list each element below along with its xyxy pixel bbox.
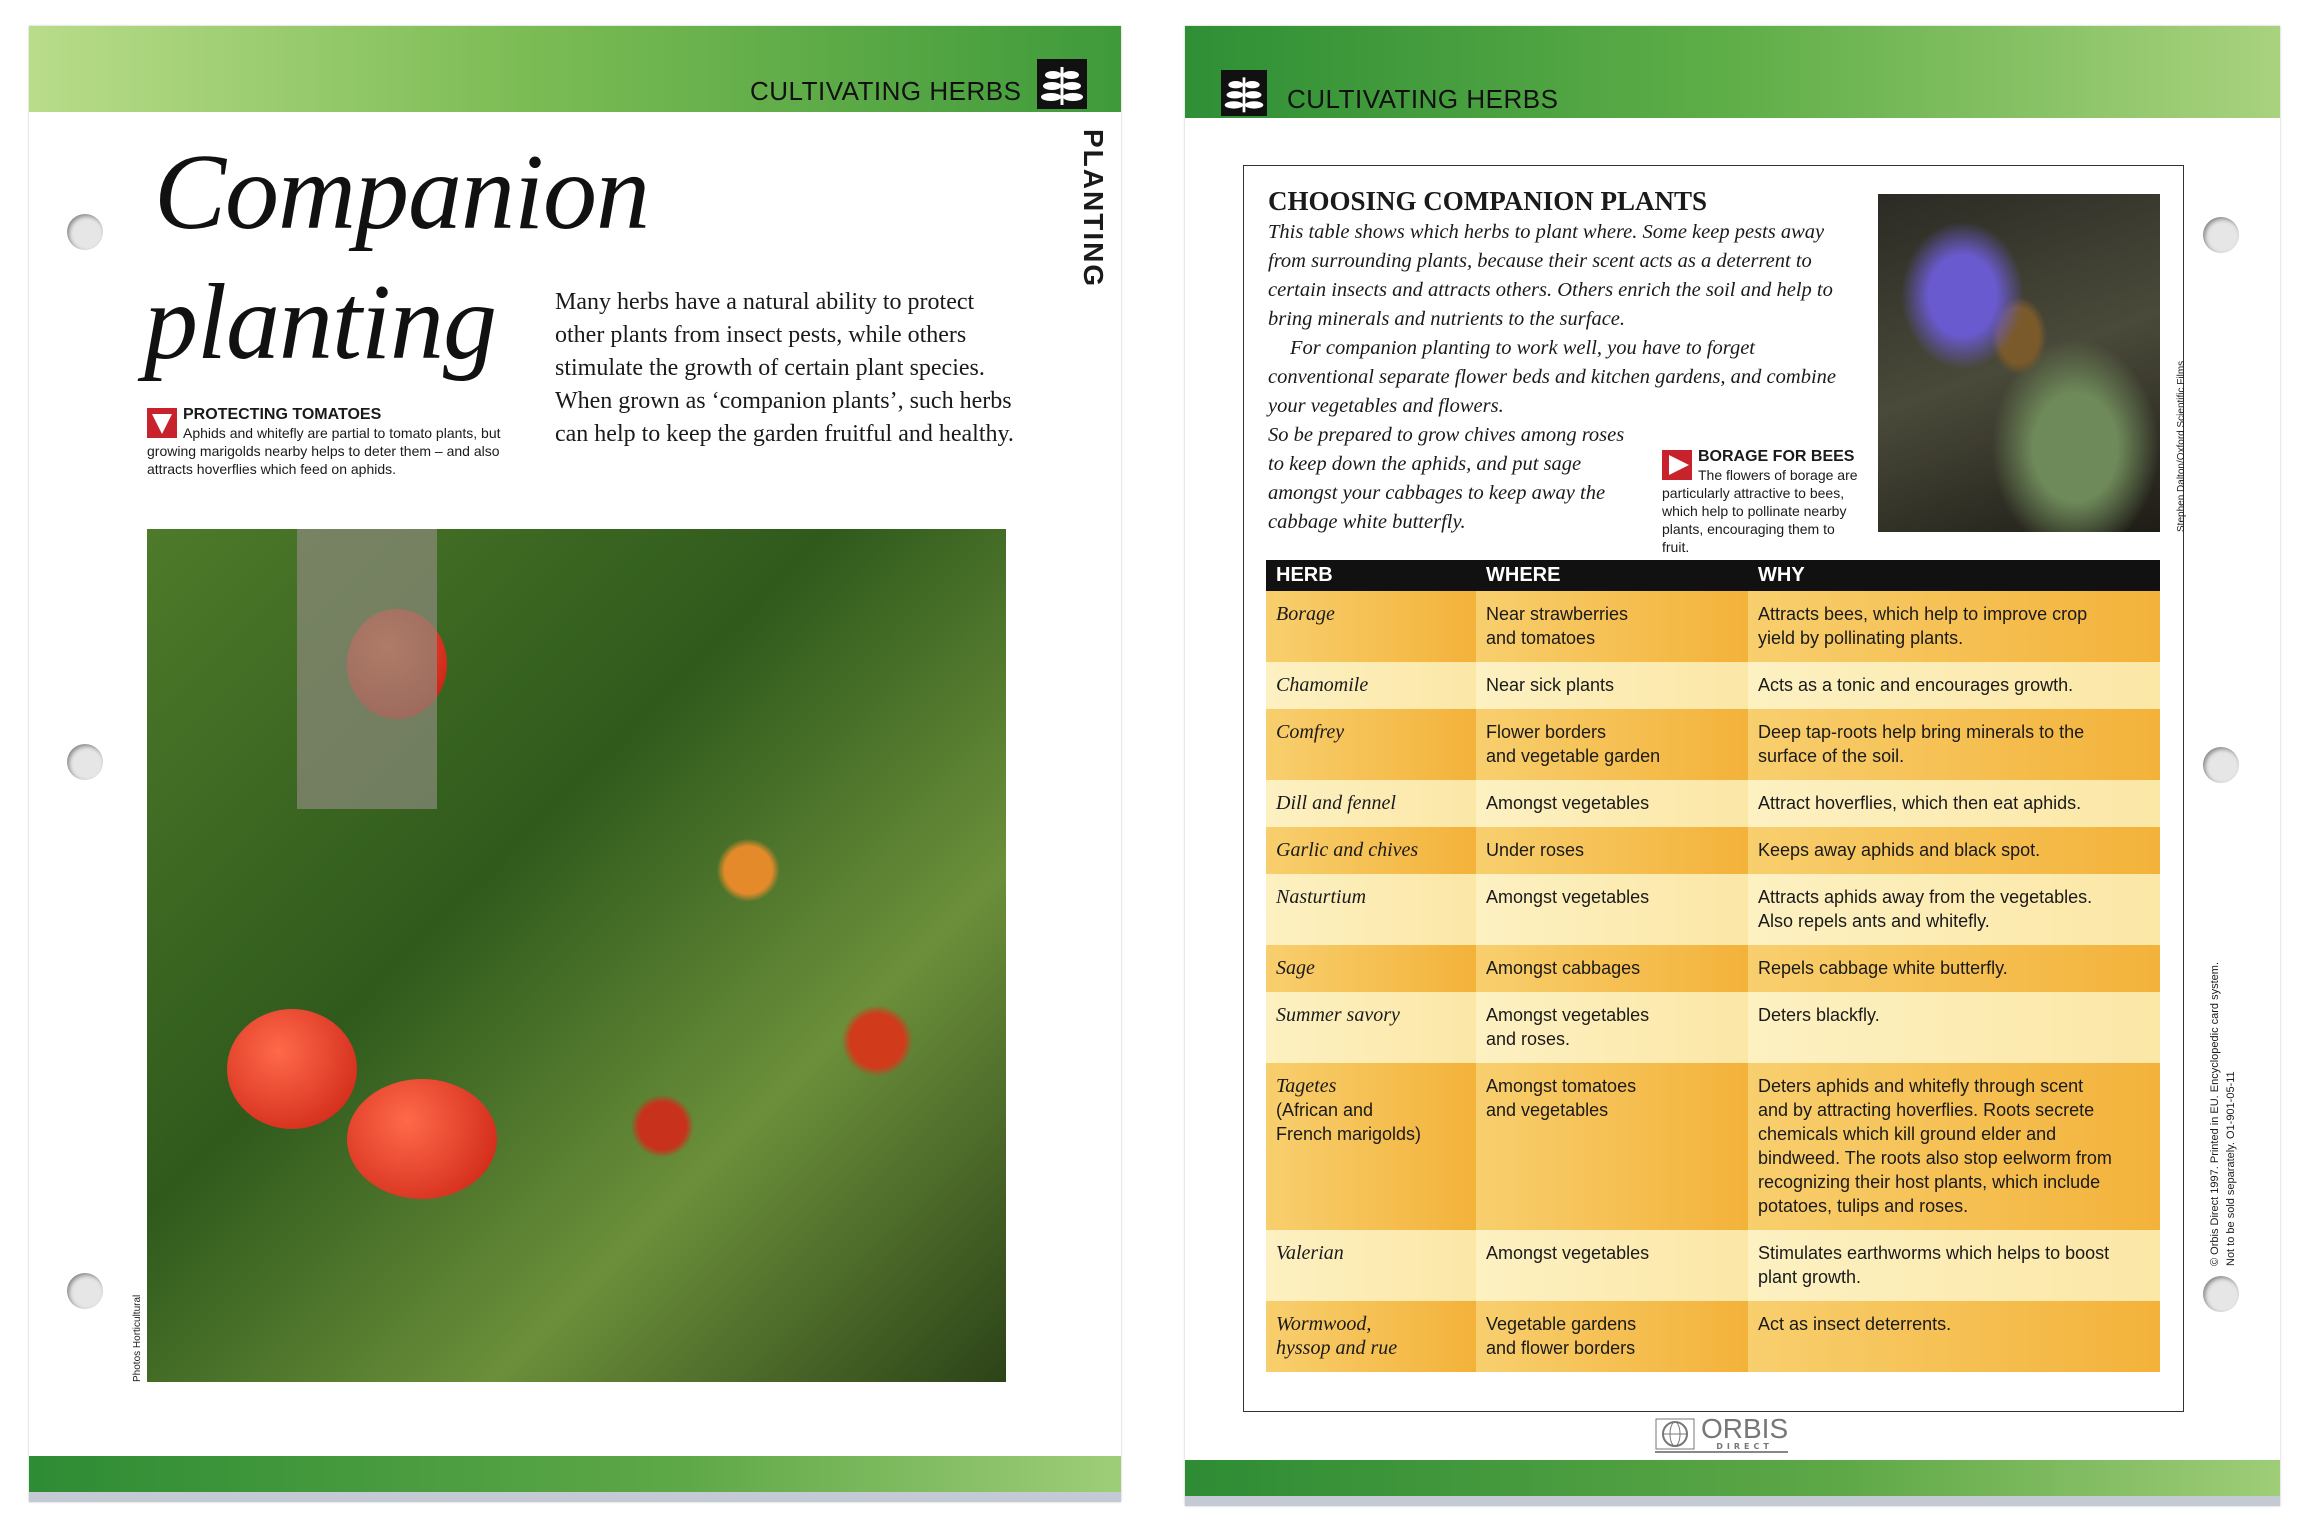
punch-hole bbox=[67, 1273, 103, 1309]
tomato bbox=[347, 1079, 497, 1199]
why-cell bbox=[1748, 709, 2160, 780]
copyright-line-1: © Orbis Direct 1997. Printed in EU. Encyclopedic card system. bbox=[2209, 962, 2221, 1266]
herb-cell bbox=[1266, 1230, 1476, 1301]
herb-cell bbox=[1266, 827, 1476, 874]
intro-paragraph-1: This table shows which herbs to plant where. Some keep pests away from surrounding plants, because their scent acts as a deterrent to certain insects and attracts others. Others enrich the soil and help to bring minerals and nutrients to the surface. bbox=[1268, 221, 1833, 330]
where-cell bbox=[1476, 780, 1748, 827]
title-line-2: planting bbox=[144, 263, 497, 382]
punch-hole bbox=[67, 744, 103, 780]
table-row bbox=[1266, 945, 2160, 992]
punch-hole bbox=[2203, 747, 2239, 783]
table-row bbox=[1266, 1301, 2160, 1372]
table-row bbox=[1266, 874, 2160, 945]
where-cell bbox=[1476, 1063, 1748, 1230]
cell-text: Vegetable gardens and flower borders bbox=[1486, 1314, 1637, 1358]
where-cell bbox=[1476, 827, 1748, 874]
box-heading: CHOOSING COMPANION PLANTS bbox=[1268, 186, 1708, 216]
cell-text: Deep tap-roots help bring minerals to the surface of the soil. bbox=[1758, 722, 2085, 766]
punch-hole bbox=[67, 214, 103, 250]
tomato bbox=[227, 1009, 357, 1129]
caption-heading: PROTECTING TOMATOES bbox=[183, 406, 382, 423]
cell-text: Amongst cabbages bbox=[1486, 958, 1641, 978]
right-card bbox=[1185, 26, 2280, 1506]
where-cell bbox=[1476, 709, 1748, 780]
column-header-where: WHERE bbox=[1476, 560, 1748, 591]
globe-icon bbox=[1655, 1418, 1695, 1450]
cell-text: Attracts aphids away from the vegetables. Also repels ants and whitefly. bbox=[1758, 887, 2093, 931]
why-cell bbox=[1748, 874, 2160, 945]
title-line-1: Companion bbox=[154, 133, 650, 252]
cell-text: Attract hoverflies, which then eat aphids. bbox=[1758, 793, 2082, 813]
table-row bbox=[1266, 591, 2160, 662]
photo-credit: Stephen Dalton/Oxford Scientific Films bbox=[2176, 360, 2187, 532]
intro-paragraph-3: So be prepared to grow chives among roses to keep down the aphids, and put sage amongst your cabbages to keep away the cabbage white butterfly. bbox=[1268, 424, 1625, 533]
caption-text: Aphids and whitefly are partial to tomato plants, but growing marigolds nearby helps to deter them – and also attracts hoverflies which feed on aphids. bbox=[147, 425, 501, 477]
intro-paragraph-2: For companion planting to work well, you have to forget conventional separate flower beds and kitchen gardens, and combine your vegetables and flowers. bbox=[1268, 337, 1837, 417]
table-row bbox=[1266, 1063, 2160, 1230]
where-cell bbox=[1476, 662, 1748, 709]
cell-text: Tagetes bbox=[1276, 1075, 1337, 1097]
cell-text: Amongst vegetables and roses. bbox=[1486, 1005, 1650, 1049]
cell-text: Chamomile bbox=[1276, 674, 1369, 696]
where-cell bbox=[1476, 945, 1748, 992]
why-cell bbox=[1748, 1230, 2160, 1301]
caption-borage-for-bees bbox=[1662, 448, 1862, 556]
cell-text: Flower borders and vegetable garden bbox=[1486, 722, 1661, 766]
herb-cell bbox=[1266, 1301, 1476, 1372]
cell-text: Sage bbox=[1276, 957, 1315, 979]
why-cell bbox=[1748, 591, 2160, 662]
table-row bbox=[1266, 1230, 2160, 1301]
herb-cell bbox=[1266, 591, 1476, 662]
side-tab-label: PLANTING bbox=[1078, 129, 1109, 289]
cell-text: Amongst vegetables bbox=[1486, 887, 1650, 907]
herb-leaf-icon bbox=[1037, 59, 1087, 109]
footer-bar bbox=[29, 1456, 1121, 1502]
why-cell bbox=[1748, 662, 2160, 709]
herb-cell bbox=[1266, 780, 1476, 827]
tomato-marigold-photo bbox=[147, 529, 1006, 1382]
cell-text: Attracts bees, which help to improve crop yield by pollinating plants. bbox=[1758, 604, 2088, 648]
logo-subtext: DIRECT bbox=[1716, 1442, 1773, 1451]
caption-heading: BORAGE FOR BEES bbox=[1698, 448, 1855, 465]
cell-text: Repels cabbage white butterfly. bbox=[1758, 958, 2008, 978]
caption-protecting-tomatoes bbox=[147, 406, 547, 478]
where-cell bbox=[1476, 1230, 1748, 1301]
herb-cell bbox=[1266, 992, 1476, 1063]
cell-text: Borage bbox=[1276, 603, 1335, 625]
right-triangle-icon bbox=[1662, 450, 1692, 480]
cell-text: Amongst vegetables bbox=[1486, 1243, 1650, 1263]
orbis-logo bbox=[1655, 1413, 1789, 1453]
punch-hole bbox=[2203, 217, 2239, 253]
cell-text: Nasturtium bbox=[1276, 886, 1367, 908]
why-cell bbox=[1748, 945, 2160, 992]
cell-text: Summer savory bbox=[1276, 1004, 1400, 1026]
cell-text: Deters aphids and whitefly through scent and by attracting hoverflies. Roots secrete chemicals which kill ground elder and bindweed. The roots also stop eelworm from recognizing their host plants, which include potatoes, tulips and roses. bbox=[1758, 1076, 2112, 1216]
why-cell bbox=[1748, 992, 2160, 1063]
table-header bbox=[1266, 560, 2160, 591]
companion-plants-table bbox=[1266, 560, 2160, 1372]
cell-text: Wormwood, hyssop and rue bbox=[1276, 1313, 1398, 1359]
cell-text: Valerian bbox=[1276, 1242, 1344, 1264]
down-triangle-icon bbox=[147, 408, 177, 438]
table-row bbox=[1266, 827, 2160, 874]
cell-text: Under roses bbox=[1486, 840, 1585, 860]
cell-text: Near strawberries and tomatoes bbox=[1486, 604, 1629, 648]
table-row bbox=[1266, 709, 2160, 780]
herb-cell bbox=[1266, 662, 1476, 709]
tagetes-note: (African and French marigolds) bbox=[1276, 1100, 1422, 1144]
why-cell bbox=[1748, 1301, 2160, 1372]
logo-text: ORBIS bbox=[1701, 1413, 1789, 1444]
cell-text: Comfrey bbox=[1276, 721, 1345, 743]
column-header-herb: HERB bbox=[1266, 560, 1476, 591]
copyright-line-2: Not to be sold separately. O1-901-05-11 bbox=[2225, 1071, 2237, 1266]
cell-text: Dill and fennel bbox=[1276, 792, 1396, 814]
intro-paragraph: Many herbs have a natural ability to protect other plants from insect pests, while others stimulate the growth of certain plant species. When grown as ‘companion plants’, such herbs can help to keep the garden fruitful and healthy. bbox=[555, 289, 1014, 447]
why-cell bbox=[1748, 827, 2160, 874]
content-box bbox=[1243, 165, 2187, 1412]
where-cell bbox=[1476, 992, 1748, 1063]
herb-leaf-icon bbox=[1221, 70, 1267, 116]
cell-text: Acts as a tonic and encourages growth. bbox=[1758, 675, 2074, 695]
punch-hole bbox=[2203, 1276, 2239, 1312]
caption-text: The flowers of borage are particularly attractive to bees, which help to pollinate nearby plants, encouraging them to fruit. bbox=[1662, 467, 1858, 555]
section-title: CULTIVATING HERBS bbox=[1287, 84, 1559, 114]
cell-text: Garlic and chives bbox=[1276, 839, 1419, 861]
cell-text: Amongst vegetables bbox=[1486, 793, 1650, 813]
cell-text: Amongst tomatoes and vegetables bbox=[1486, 1076, 1637, 1120]
where-cell bbox=[1476, 874, 1748, 945]
cell-text: Keeps away aphids and black spot. bbox=[1758, 840, 2041, 860]
where-cell bbox=[1476, 591, 1748, 662]
copyright-notice bbox=[2207, 962, 2239, 1266]
why-cell bbox=[1748, 780, 2160, 827]
borage-bee-photo bbox=[1878, 194, 2160, 532]
left-card bbox=[29, 26, 1121, 1502]
table-row bbox=[1266, 992, 2160, 1063]
column-header-why: WHY bbox=[1748, 560, 2160, 591]
section-title: CULTIVATING HERBS bbox=[750, 76, 1022, 106]
footer-bar bbox=[1185, 1460, 2280, 1506]
photo-credit: Photos Horticultural bbox=[132, 1294, 143, 1382]
cell-text: Act as insect deterrents. bbox=[1758, 1314, 1952, 1334]
cell-text: Stimulates earthworms which helps to boost plant growth. bbox=[1758, 1243, 2110, 1287]
wooden-post bbox=[297, 529, 437, 809]
cell-text: Near sick plants bbox=[1486, 675, 1615, 695]
why-cell bbox=[1748, 1063, 2160, 1230]
cell-text: Deters blackfly. bbox=[1758, 1005, 1880, 1025]
herb-cell bbox=[1266, 874, 1476, 945]
herb-cell bbox=[1266, 709, 1476, 780]
where-cell bbox=[1476, 1301, 1748, 1372]
table-row bbox=[1266, 780, 2160, 827]
herb-cell bbox=[1266, 1063, 1476, 1230]
table-row bbox=[1266, 662, 2160, 709]
herb-cell bbox=[1266, 945, 1476, 992]
